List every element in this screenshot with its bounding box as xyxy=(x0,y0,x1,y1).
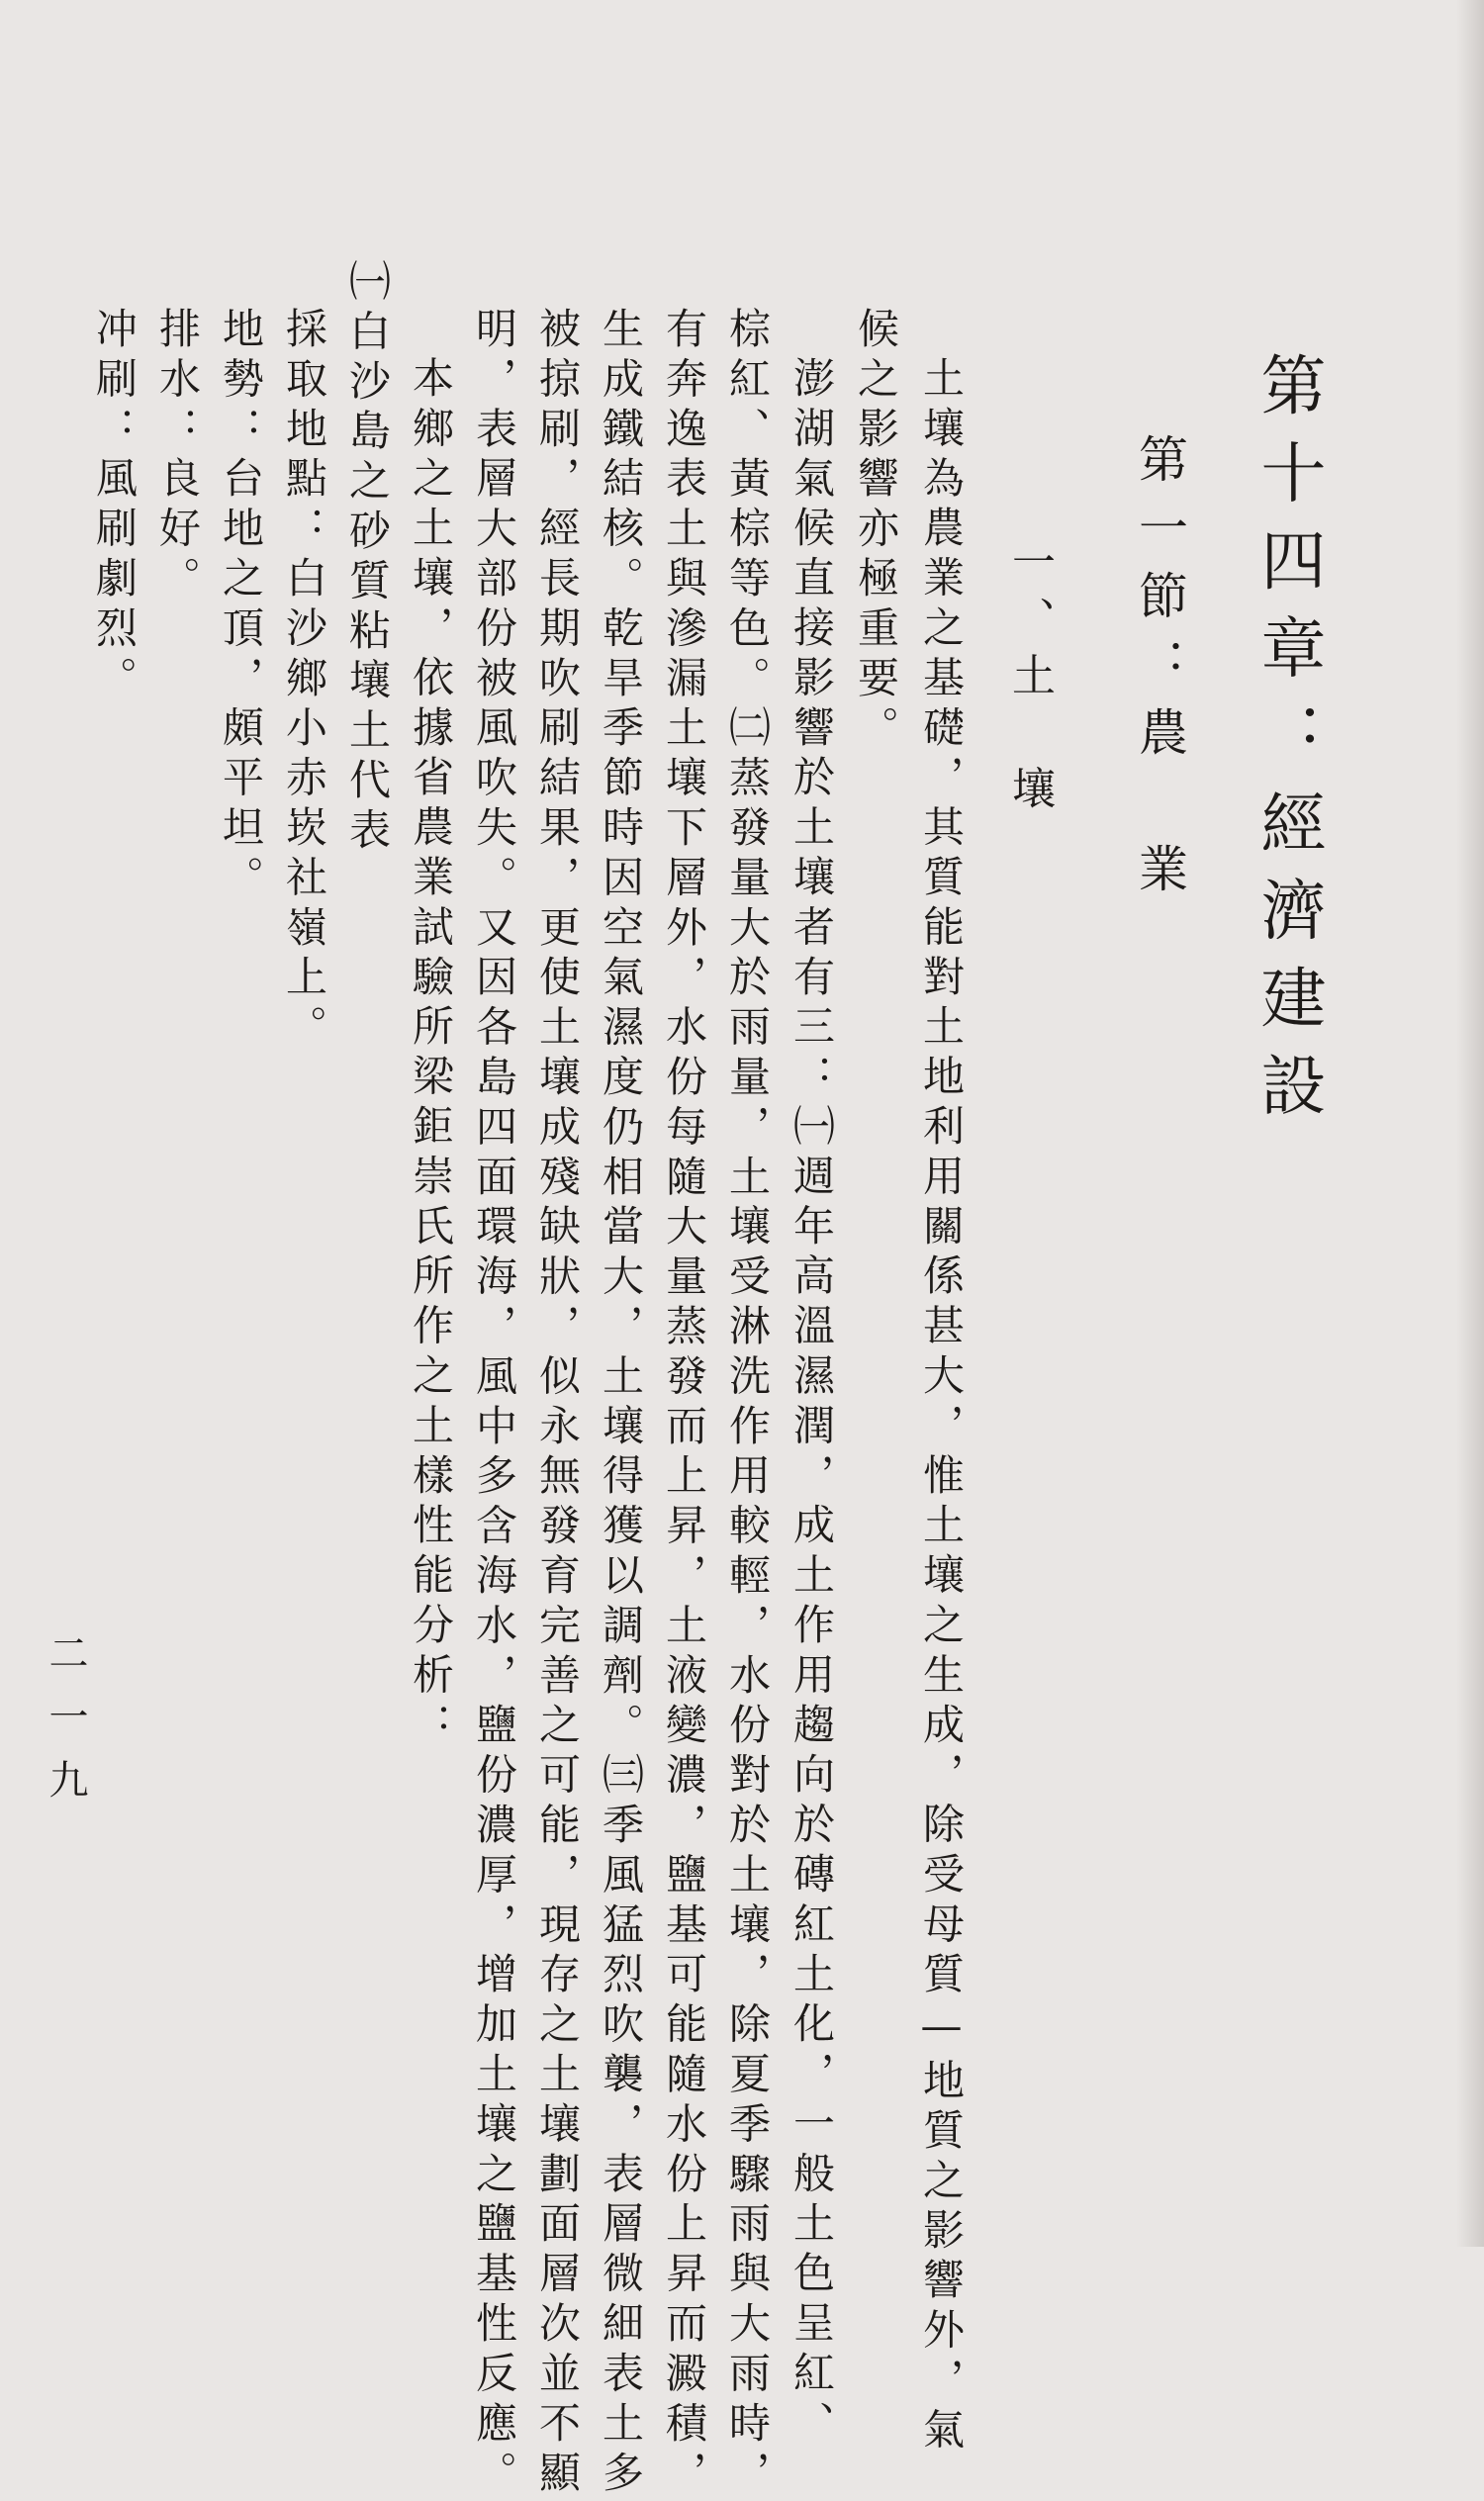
section-title: 第一節：農 業 xyxy=(1131,433,1188,911)
paragraph-line: 生成鐵結核。乾旱季節時因空氣濕度仍相當大，土壤得獲以調劑。㈢季風猛烈吹襲，表層微細表土多 xyxy=(597,307,645,2501)
subsection-title: 一、土 壤 xyxy=(1004,539,1055,822)
paragraph-line: 本鄉之土壤，依據省農業試驗所梁鉅崇氏所作之土樣性能分析： xyxy=(407,356,455,1753)
sample-drainage: 排水：良好。 xyxy=(153,307,202,606)
paragraph-line: 棕紅、黃棕等色。㈡蒸發量大於雨量，土壤受淋洗作用較輕，水份對於土壤，除夏季驟雨與大雨時， xyxy=(723,307,772,2501)
paragraph-line: 土壤為農業之基礎，其質能對土地利用關係甚大，惟土壤之生成，除受母質—地質之影響外，氣 xyxy=(917,356,966,2457)
sample-erosion: 冲刷：風刷劇烈。 xyxy=(90,307,139,706)
paragraph-line: 澎湖氣候直接影響於土壤者有三：㈠週年高溫濕潤，成土作用趨向於磚紅土化，一般土色呈紅、 xyxy=(788,356,836,2451)
chapter-title: 第十四章：經濟建設 xyxy=(1250,351,1326,1139)
paragraph-line: 候之影響亦極重要。 xyxy=(852,307,900,756)
paragraph-line: 明，表層大部份被風吹失。又因各島四面環海，風中多含海水，鹽份濃厚，增加土壤之鹽基性反應。 xyxy=(470,307,518,2501)
sample-terrain: 地勢：台地之頂，頗平坦。 xyxy=(217,307,265,905)
page-edge-shadow xyxy=(1456,0,1484,2247)
paragraph-line: 有奔逸表土與滲漏土壤下層外，水份每隨大量蒸發而上昇，土液變濃，鹽基可能隨水份上昇而澱積， xyxy=(660,307,708,2501)
paragraph-line: 被掠刷，經長期吹刷結果，更使土壤成殘缺狀，似永無發育完善之可能，現存之土壤劃面層次並不顯 xyxy=(533,307,582,2501)
sample-heading: ㈠白沙島之砂質粘壤土代表 xyxy=(343,259,392,858)
page-number: 二一九 xyxy=(43,1632,88,1822)
sample-location: 採取地點：白沙鄉小赤崁社嶺上。 xyxy=(280,307,328,1055)
